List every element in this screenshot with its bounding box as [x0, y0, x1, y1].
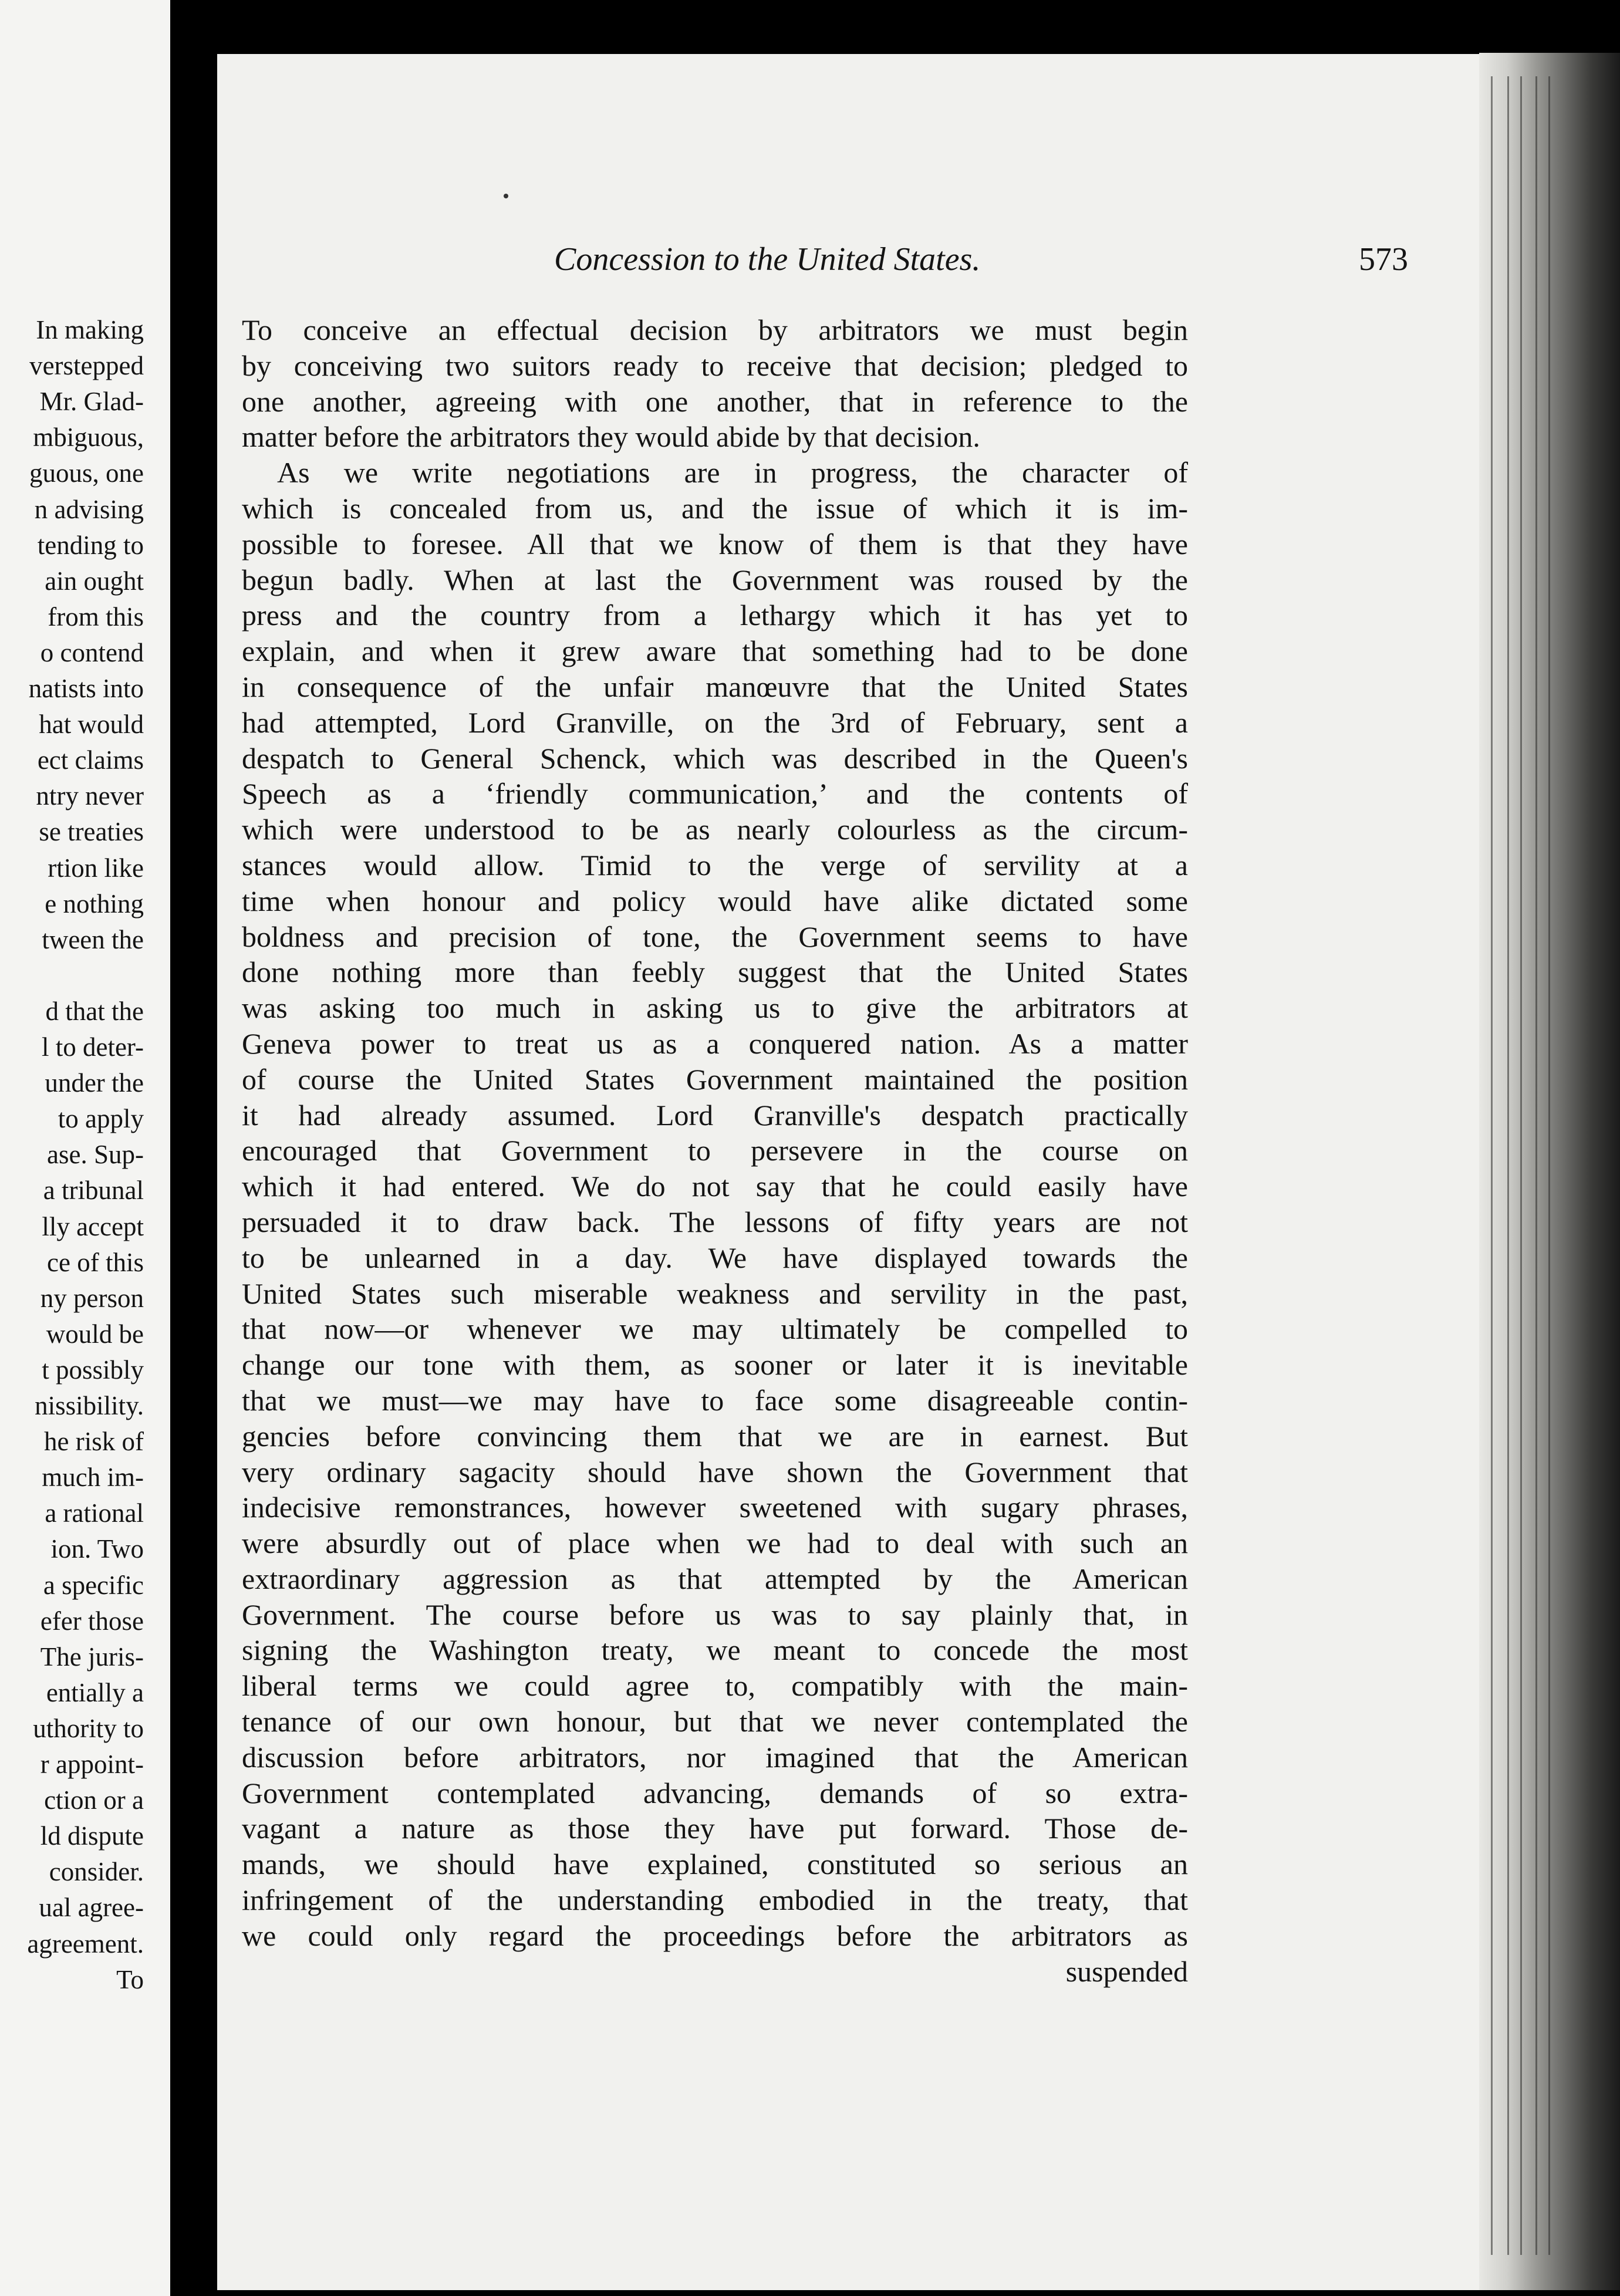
text-line: tenance of our own honour, but that we never contemplated the — [242, 1705, 1188, 1738]
facing-page-line: The juris- — [40, 1642, 144, 1672]
text-line: United States such miserable weakness and servility in the past, — [242, 1277, 1188, 1310]
facing-page-line: much im- — [42, 1463, 144, 1493]
text-line: infringement of the understanding embodied in the treaty, that — [242, 1883, 1188, 1917]
text-line: which were understood to be as nearly colourless as the circum- — [242, 813, 1188, 846]
text-line: were absurdly out of place when we had to deal with such an — [242, 1527, 1188, 1560]
facing-page-line: tween the — [42, 924, 144, 954]
text-line: very ordinary sagacity should have shown the Government that — [242, 1455, 1188, 1488]
text-line: stances would allow. Timid to the verge of servility at a — [242, 848, 1188, 882]
facing-page-line: guous, one — [29, 458, 144, 488]
facing-page-line: natists into — [28, 674, 144, 703]
facing-page-line: a rational — [45, 1498, 144, 1528]
facing-page-line: t possibly — [42, 1355, 144, 1385]
text-line: of course the United States Government maintained the position — [242, 1062, 1188, 1096]
facing-page-line: agreement. — [27, 1929, 144, 1959]
text-line: matter before the arbitrators they would abide by that decision. — [242, 420, 980, 454]
facing-page-line: efer those — [40, 1606, 144, 1636]
facing-page-line: ce of this — [47, 1247, 144, 1277]
facing-page-line: d that the — [45, 996, 144, 1026]
text-line: time when honour and policy would have alike dictated some — [242, 884, 1188, 917]
text-line: despatch to General Schenck, which was described in the Queen's — [242, 741, 1188, 775]
facing-page-line: In making — [36, 315, 144, 345]
text-line: suspended — [1065, 1954, 1188, 1988]
facing-page-line: l to deter- — [41, 1032, 144, 1062]
text-line: to be unlearned in a day. We have displayed towards the — [242, 1241, 1188, 1274]
facing-page-line: under the — [45, 1068, 144, 1098]
text-line: boldness and precision of tone, the Government seems to have — [242, 920, 1188, 953]
text-line: done nothing more than feebly suggest that the United States — [242, 955, 1188, 989]
book-page — [217, 54, 1491, 2290]
text-line: Government. The course before us was to say plainly that, in — [242, 1598, 1188, 1631]
text-line: that now—or whenever we may ultimately be compelled to — [242, 1312, 1188, 1346]
facing-page-line: To — [116, 1964, 144, 1994]
running-head — [495, 241, 1408, 282]
text-line: press and the country from a lethargy which it has yet to — [242, 599, 1188, 632]
facing-page-line: tending to — [37, 530, 144, 560]
text-line: discussion before arbitrators, nor imagined that the American — [242, 1740, 1188, 1774]
facing-page-line: ntry never — [36, 781, 144, 811]
text-line: encouraged that Government to persevere in the course on — [242, 1134, 1188, 1167]
facing-page-line: consider. — [49, 1857, 144, 1887]
text-line: we could only regard the proceedings before the arbitrators as — [242, 1919, 1188, 1952]
facing-page-line: would be — [46, 1319, 144, 1349]
facing-page-line: ld dispute — [40, 1821, 144, 1851]
page-number: 573 — [1359, 241, 1408, 278]
facing-page-line: o contend — [40, 637, 144, 667]
text-line: Geneva power to treat us as a conquered nation. As a matter — [242, 1027, 1188, 1060]
text-line: Speech as a ‘friendly communication,’ and the contents of — [242, 777, 1188, 811]
text-line: indecisive remonstrances, however sweetened with sugary phrases, — [242, 1491, 1188, 1524]
facing-page-line: ny person — [40, 1283, 144, 1313]
text-line: gencies before convincing them that we are in earnest. But — [242, 1419, 1188, 1453]
facing-page-line: ain ought — [45, 566, 144, 596]
facing-page-line: ction or a — [44, 1785, 144, 1815]
facing-page-line: hat would — [39, 710, 144, 740]
text-line: extraordinary aggression as that attempted by the American — [242, 1562, 1188, 1595]
running-head-title: Concession to the United States. — [554, 241, 981, 278]
text-line: explain, and when it grew aware that something had to be done — [242, 634, 1188, 668]
text-line: one another, agreeing with one another, that in reference to the — [242, 384, 1188, 418]
text-line: which it had entered. We do not say that he could easily have — [242, 1170, 1188, 1203]
facing-page-line: mbiguous, — [33, 423, 144, 453]
facing-page-line: a tribunal — [43, 1176, 144, 1206]
facing-page-line: lly accept — [42, 1211, 144, 1241]
text-line: As we write negotiations are in progress, the character of — [277, 456, 1188, 489]
facing-page-line: r appoint- — [40, 1750, 144, 1779]
text-line: signing the Washington treaty, we meant to concede the most — [242, 1633, 1188, 1667]
facing-page-line: ect claims — [37, 745, 144, 775]
ink-dot — [504, 194, 508, 198]
body-text — [242, 312, 1188, 1989]
facing-page-line: nissibility. — [35, 1391, 144, 1420]
text-line: Government contemplated advancing, demands of so extra- — [242, 1776, 1188, 1809]
text-line: that we must—we may have to face some disagreeable contin- — [242, 1383, 1188, 1417]
facing-page-line: a specific — [43, 1570, 144, 1600]
facing-page-line: entially a — [46, 1677, 144, 1707]
text-line: persuaded it to draw back. The lessons of fifty years are not — [242, 1205, 1188, 1238]
facing-page-fragment — [0, 0, 170, 2296]
text-line: it had already assumed. Lord Granville's despatch practically — [242, 1098, 1188, 1132]
text-line: change our tone with them, as sooner or later it is inevitable — [242, 1348, 1188, 1382]
facing-page-line: he risk of — [44, 1427, 144, 1457]
facing-page-line: ion. Two — [50, 1534, 144, 1564]
text-line: possible to foresee. All that we know of them is that they have — [242, 527, 1188, 561]
text-line: had attempted, Lord Granville, on the 3rd of February, sent a — [242, 705, 1188, 739]
text-line: which is concealed from us, and the issue of which it is im- — [242, 491, 1188, 525]
facing-page-line: rtion like — [48, 853, 144, 883]
facing-page-line: se treaties — [39, 817, 144, 847]
text-line: To conceive an effectual decision by arbitrators we must begin — [242, 313, 1188, 346]
text-line: by conceiving two suitors ready to receive that decision; pledged to — [242, 349, 1188, 382]
facing-page-line: from this — [48, 602, 144, 632]
facing-page-line: to apply — [58, 1104, 144, 1134]
facing-page-line: ual agree- — [39, 1893, 144, 1923]
text-line: begun badly. When at last the Government was roused by the — [242, 563, 1188, 596]
facing-page-line: ase. Sup- — [47, 1140, 144, 1170]
page-fore-edge — [1479, 53, 1620, 2290]
text-line: was asking too much in asking us to give the arbitrators at — [242, 991, 1188, 1025]
facing-page-line: e nothing — [45, 889, 144, 919]
text-line: in consequence of the unfair manœuvre that the United States — [242, 670, 1188, 703]
facing-page-line: n advising — [34, 494, 144, 524]
facing-page-line: uthority to — [33, 1713, 144, 1743]
text-line: vagant a nature as those they have put forward. Those de- — [242, 1812, 1188, 1845]
facing-page-line: verstepped — [29, 351, 144, 381]
text-line: liberal terms we could agree to, compatibly with the main- — [242, 1669, 1188, 1703]
facing-page-line: Mr. Glad- — [39, 387, 144, 417]
text-line: mands, we should have explained, constituted so serious an — [242, 1848, 1188, 1881]
